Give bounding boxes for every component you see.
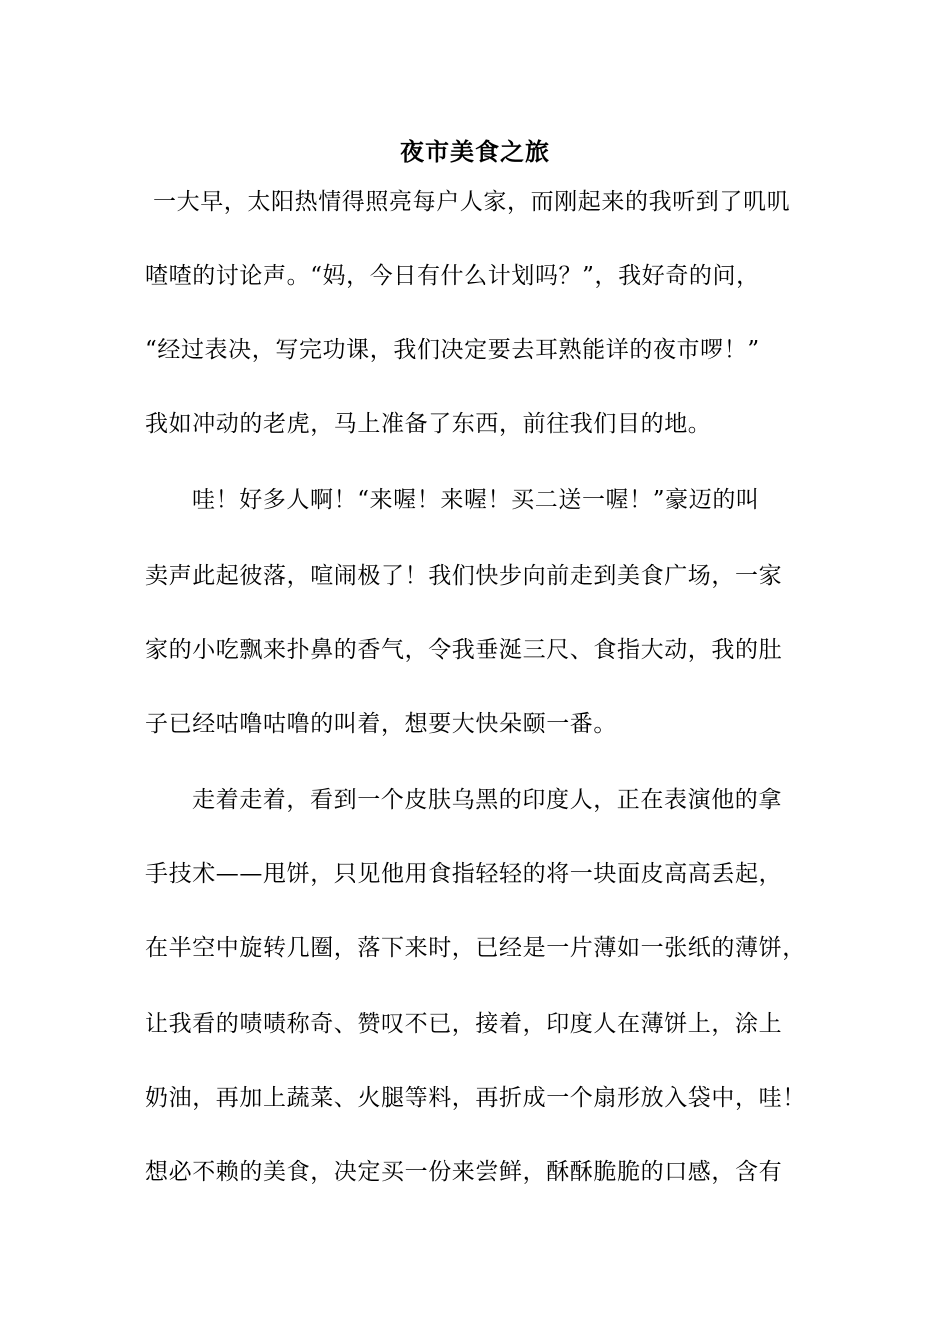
paragraph-line: 想必不赖的美食，决定买一份来尝鲜，酥酥脆脆的口感，含有 [145, 1159, 783, 1185]
document-title: 夜市美食之旅 [400, 137, 550, 166]
paragraph-line: 子已经咕噜咕噜的叫着，想要大快朵颐一番。 [145, 711, 617, 737]
paragraph-line: 手技术——甩饼，只见他用食指轻轻的将一块面皮高高丢起， [145, 861, 783, 887]
paragraph-line: 走着走着，看到一个皮肤乌黑的印度人，正在表演他的拿 [192, 787, 782, 813]
paragraph-line: 我如冲动的老虎，马上准备了东西，前往我们目的地。 [145, 411, 712, 437]
paragraph-line: “经过表决，写完功课，我们决定要去耳熟能详的夜市啰！” [145, 337, 760, 363]
paragraph-line: 奶油，再加上蔬菜、火腿等料，再折成一个扇形放入袋中，哇！ [145, 1085, 806, 1111]
paragraph-line: 家的小吃飘来扑鼻的香气，令我垂涎三尺、食指大动，我的肚 [145, 637, 783, 663]
paragraph-line: 卖声此起彼落，喧闹极了！我们快步向前走到美食广场，一家 [145, 563, 783, 589]
paragraph-line: 在半空中旋转几圈，落下来时，已经是一片薄如一张纸的薄饼， [145, 935, 806, 961]
paragraph-line: 哇！好多人啊！“来喔！来喔！买二送一喔！”豪迈的叫 [192, 487, 760, 513]
paragraph-line: 让我看的啧啧称奇、赞叹不已，接着，印度人在薄饼上，涂上 [145, 1011, 783, 1037]
paragraph-line: 一大早，太阳热情得照亮每户人家，而刚起来的我听到了叽叽 [153, 189, 791, 215]
paragraph-line: 喳喳的讨论声。“妈，今日有什么计划吗？”，我好奇的问， [145, 263, 760, 289]
